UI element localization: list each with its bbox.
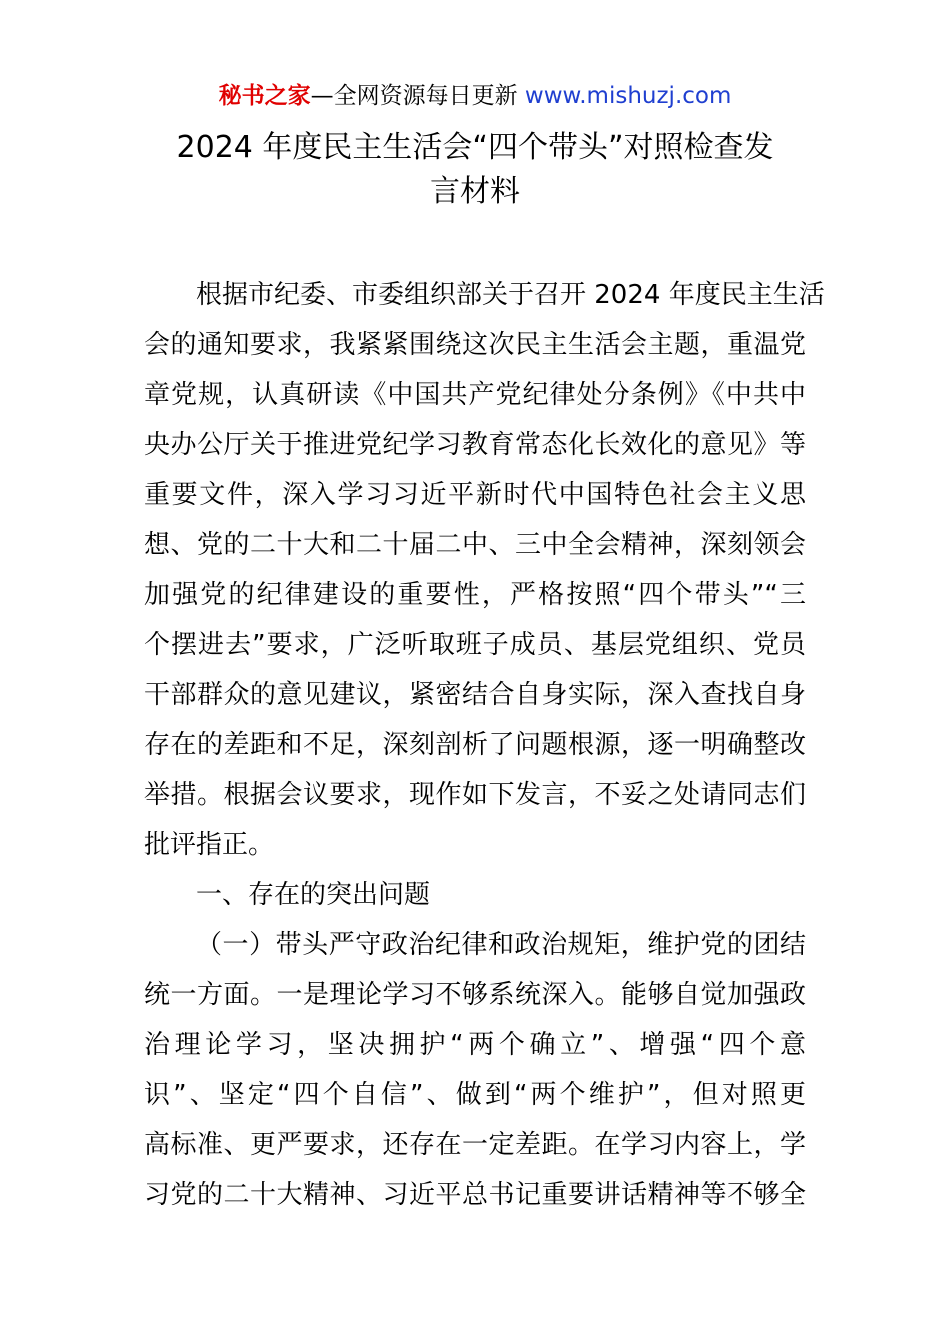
paragraph-line: 统一方面。一是理论学习不够系统深入。能够自觉加强政: [144, 980, 806, 1010]
paragraph-line: （一）带头严守政治纪律和政治规矩，维护党的团结: [196, 930, 806, 960]
site-tagline: —全网资源每日更新: [310, 83, 525, 109]
paragraph-line: 习党的二十大精神、习近平总书记重要讲话精神等不够全: [144, 1180, 806, 1210]
title-line-1: 2024 年度民主生活会“四个带头”对照检查发: [176, 130, 774, 165]
title-line-2: 言材料: [430, 174, 520, 209]
paragraph-line: 个摆进去”要求，广泛听取班子成员、基层党组织、党员: [144, 630, 806, 660]
paragraph-line: 央办公厅关于推进党纪学习教育常态化长效化的意见》等: [144, 430, 806, 460]
paragraph-line: 加强党的纪律建设的重要性，严格按照“四个带头”“三: [144, 580, 806, 610]
paragraph-line: 治理论学习，坚决拥护“两个确立”、增强“四个意: [144, 1030, 806, 1060]
paragraph-line: 存在的差距和不足，深刻剖析了问题根源，逐一明确整改: [144, 730, 806, 760]
paragraph-line: 干部群众的意见建议，紧密结合自身实际，深入查找自身: [144, 680, 806, 710]
site-brand: 秘书之家: [218, 83, 311, 109]
paragraph-line: 会的通知要求，我紧紧围绕这次民主生活会主题，重温党: [144, 330, 806, 360]
paragraph-line: 批评指正。: [144, 830, 275, 860]
document-title: [130, 126, 820, 214]
paragraph-line: 根据市纪委、市委组织部关于召开 2024 年度民主生活: [196, 280, 825, 310]
paragraph-line: 识”、坚定“四个自信”、做到“两个维护”，但对照更: [144, 1080, 806, 1110]
paragraph-line: 想、党的二十大和二十届二中、三中全会精神，深刻领会: [144, 530, 806, 560]
site-banner: [0, 80, 950, 112]
paragraph-line: 章党规，认真研读《中国共产党纪律处分条例》《中共中: [144, 380, 806, 410]
paragraph-line: 重要文件，深入学习习近平新时代中国特色社会主义思: [144, 480, 806, 510]
section-heading: 一、存在的突出问题: [196, 880, 431, 910]
paragraph-line: 举措。根据会议要求，现作如下发言，不妥之处请同志们: [144, 780, 806, 810]
paragraph-line: 高标准、更严要求，还存在一定差距。在学习内容上，学: [144, 1130, 806, 1160]
site-url[interactable]: www.mishuzj.com: [524, 83, 732, 109]
